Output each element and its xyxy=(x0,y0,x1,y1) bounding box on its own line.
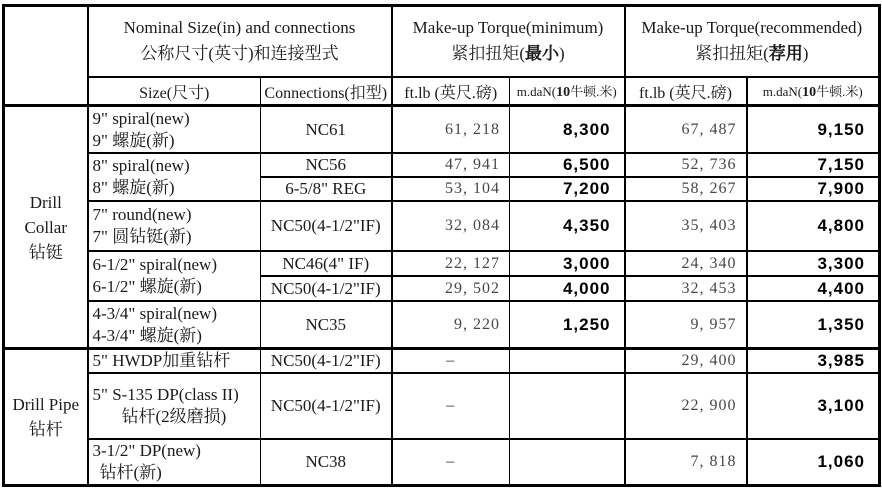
ftlb-min-cell: 53, 104 xyxy=(392,177,510,201)
ftlb-rec-cell: 32, 453 xyxy=(625,276,747,301)
mdan-rec-cell: 3,300 xyxy=(747,251,880,276)
table-row xyxy=(4,153,880,177)
subheader-connections: Connections(扣型) xyxy=(261,77,392,106)
mdan-rec-cell: 7,900 xyxy=(747,177,880,201)
mdan-rec-cell: 4,800 xyxy=(747,201,880,251)
mdan-rec-cell: 1,060 xyxy=(747,439,880,486)
ftlb-rec-cell: 35, 403 xyxy=(625,201,747,251)
torque-rec-zh-bold: 荐用 xyxy=(768,44,803,64)
size-line1: 9" spiral(new) xyxy=(92,108,190,128)
corner-cell xyxy=(4,6,88,106)
mdan-rec-cell: 3,100 xyxy=(747,373,880,438)
group-label-zh: 钻铤 xyxy=(28,242,63,262)
connection-cell: NC50(4-1/2"IF) xyxy=(261,373,392,438)
group-cell-drill-collar xyxy=(4,106,88,348)
table-row xyxy=(4,201,880,251)
ftlb-rec-cell: 22, 900 xyxy=(625,373,747,438)
ftlb-min-cell: 47, 941 xyxy=(392,153,510,177)
connection-cell: NC56 xyxy=(261,153,392,177)
mdan-min-cell xyxy=(510,439,625,486)
ftlb-min-cell: 29, 502 xyxy=(392,276,510,301)
header-torque-rec-en: Make-up Torque(recommended) xyxy=(641,18,863,38)
ftlb-rec-cell: 52, 736 xyxy=(625,153,747,177)
group-label-en: Drill Pipe xyxy=(12,394,80,414)
header-nominal-en: Nominal Size(in) and connections xyxy=(123,18,356,38)
size-cell xyxy=(88,251,261,301)
table-row xyxy=(4,251,880,276)
header-torque-min xyxy=(392,6,625,77)
connection-cell: NC50(4-1/2"IF) xyxy=(261,348,392,373)
torque-rec-zh-prefix: 紧扣扭矩( xyxy=(695,44,769,64)
size-cell xyxy=(88,106,261,153)
mdan-rec-cell: 9,150 xyxy=(747,106,880,153)
mdan-min-prefix: m.daN( xyxy=(516,84,557,100)
subheader-size: Size(尺寸) xyxy=(88,77,261,106)
mdan-rec-cell: 4,400 xyxy=(747,276,880,301)
size-line1: 3-1/2" DP(new) xyxy=(92,440,201,460)
header-torque-min-en: Make-up Torque(minimum) xyxy=(412,18,604,38)
mdan-min-cell: 4,350 xyxy=(510,201,625,251)
torque-table xyxy=(2,4,881,487)
mdan-min-cell: 4,000 xyxy=(510,276,625,301)
torque-min-zh-bold: 最小 xyxy=(525,44,559,64)
ftlb-rec-cell: 58, 267 xyxy=(625,177,747,201)
header-nominal xyxy=(88,6,392,77)
connection-cell: NC46(4" IF) xyxy=(261,251,392,276)
group-cell-drill-pipe xyxy=(4,348,88,485)
size-line2: 钻杆(2级磨损) xyxy=(121,407,227,427)
mdan-min-cell: 1,250 xyxy=(510,301,625,348)
group-label-zh: 钻杆 xyxy=(28,419,63,439)
table-row xyxy=(4,348,880,373)
table-row xyxy=(4,373,880,438)
connection-cell: NC38 xyxy=(261,439,392,486)
connection-cell: NC50(4-1/2"IF) xyxy=(261,276,392,301)
ftlb-rec-cell: 7, 818 xyxy=(625,439,747,486)
connection-cell: NC50(4-1/2"IF) xyxy=(261,201,392,251)
ftlb-rec-cell: 9, 957 xyxy=(625,301,747,348)
size-cell xyxy=(88,301,261,348)
mdan-rec-cell: 7,150 xyxy=(747,153,880,177)
ftlb-rec-cell: 67, 487 xyxy=(625,106,747,153)
mdan-min-cell: 7,200 xyxy=(510,177,625,201)
header-torque-rec-zh xyxy=(626,41,879,67)
size-line1: 8" spiral(new) xyxy=(92,155,190,175)
mdan-rec-cell: 1,350 xyxy=(747,301,880,348)
mdan-min-cell: 3,000 xyxy=(510,251,625,276)
header-row-2 xyxy=(4,77,880,106)
size-line2: 8" 螺旋(新) xyxy=(92,177,175,197)
ftlb-rec-cell: 29, 400 xyxy=(625,348,747,373)
size-cell xyxy=(88,439,261,486)
torque-min-zh-suffix: ) xyxy=(559,44,565,64)
header-nominal-zh: 公称尺寸(英寸)和连接型式 xyxy=(140,44,339,64)
ftlb-min-cell: 9, 220 xyxy=(392,301,510,348)
mdan-min-cell: 8,300 xyxy=(510,106,625,153)
table-row xyxy=(4,439,880,486)
size-line2: 7" 圆钻铤(新) xyxy=(92,226,192,246)
connection-cell: NC35 xyxy=(261,301,392,348)
mdan-min-cell xyxy=(510,373,625,438)
connection-cell: NC61 xyxy=(261,106,392,153)
table-row xyxy=(4,106,880,153)
ftlb-rec-cell: 24, 340 xyxy=(625,251,747,276)
size-cell xyxy=(88,153,261,201)
torque-min-zh-prefix: 紧扣扭矩( xyxy=(451,44,525,64)
mdan-min-cell: 6,500 xyxy=(510,153,625,177)
size-cell xyxy=(88,348,261,373)
header-row-1 xyxy=(4,6,880,77)
size-line1: 5" S-135 DP(class II) xyxy=(92,385,239,405)
ftlb-min-cell: – xyxy=(392,439,510,486)
mdan-min-suffix: 牛顿.米) xyxy=(570,84,617,100)
subheader-ftlb-min: ft.lb (英尺.磅) xyxy=(392,77,510,106)
size-cell xyxy=(88,201,261,251)
subheader-mdan-rec xyxy=(747,77,880,106)
size-line2: 钻杆(新) xyxy=(99,462,162,482)
ftlb-min-cell: 61, 218 xyxy=(392,106,510,153)
header-torque-rec xyxy=(625,6,880,77)
size-line1: 7" round(new) xyxy=(92,204,192,224)
size-line2: 9" 螺旋(新) xyxy=(92,130,175,150)
mdan-rec-prefix: m.daN( xyxy=(762,84,803,100)
ftlb-min-cell: – xyxy=(392,373,510,438)
mdan-rec-suffix: 牛顿.米) xyxy=(816,84,863,100)
size-line2: 6-1/2" 螺旋(新) xyxy=(92,277,202,297)
ftlb-min-cell: 32, 084 xyxy=(392,201,510,251)
subheader-ftlb-rec: ft.lb (英尺.磅) xyxy=(625,77,747,106)
group-label-en: Drill Collar xyxy=(24,192,67,237)
ftlb-min-cell: 22, 127 xyxy=(392,251,510,276)
size-cell xyxy=(88,373,261,438)
size-line1: 6-1/2" spiral(new) xyxy=(92,255,217,275)
connection-cell: 6-5/8" REG xyxy=(261,177,392,201)
ftlb-min-cell: – xyxy=(392,348,510,373)
mdan-rec-bold: 10 xyxy=(802,85,817,101)
torque-rec-zh-suffix: ) xyxy=(802,44,809,64)
subheader-mdan-min xyxy=(510,77,625,106)
header-torque-min-zh xyxy=(393,41,624,67)
mdan-rec-cell: 3,985 xyxy=(747,348,880,373)
mdan-min-bold: 10 xyxy=(556,85,571,101)
table-row xyxy=(4,301,880,348)
size-line1: 5" HWDP加重钻杆 xyxy=(92,351,231,371)
size-line1: 4-3/4" spiral(new) xyxy=(92,303,217,323)
mdan-min-cell xyxy=(510,348,625,373)
size-line2: 4-3/4" 螺旋(新) xyxy=(92,325,202,345)
